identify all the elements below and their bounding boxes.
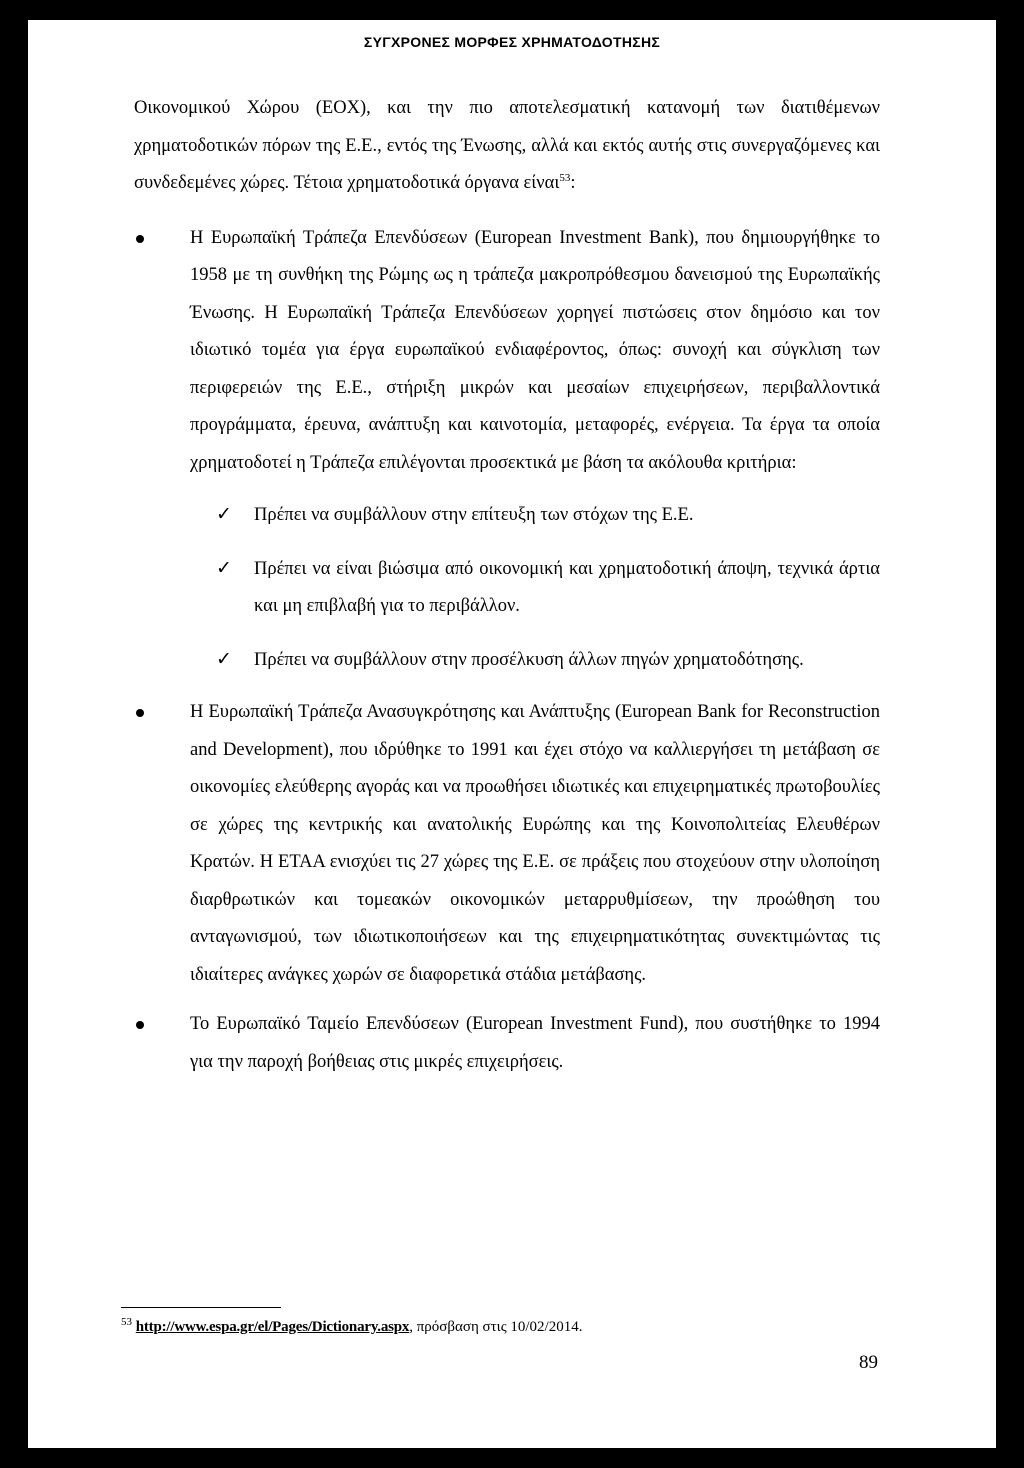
checkmark-icon: ✓ <box>216 647 232 670</box>
bullet-text: Η Ευρωπαϊκή Τράπεζα Ανασυγκρότησης και Ανάπτυξης (European Bank for Reconstruction and Development), που ιδρύθηκε το 1991 και έχει στόχο να καλλιεργήσει τη μετάβαση σε οικονομίες ελεύθερης αγοράς και να προωθήσει ιδιωτικές και επιχειρηματικές πρωτοβουλίες σε χώρες της κεντρικής και ανατολικής Ευρώπης και της Κοινοπολιτείας Ελευθέρων Κρατών. Η ΕΤΑΑ ενισχύει τις 27 χώρες της Ε.Ε. σε πράξεις που στοχεύουν στην υλοποίηση διαρθρωτικών και τομεακών οικονομικών μεταρρυθμίσεων, την προώθηση του ανταγωνισμού, των ιδιωτικοποιήσεων και της επιχειρηματικότητας συνεκτιμώντας τις ιδιαίτερες ανάγκες χωρών σε διαφορετικά στάδια μετάβασης. <box>190 702 880 985</box>
bullet-list <box>134 220 880 1082</box>
criteria-list <box>190 497 880 679</box>
bullet-text: Το Ευρωπαϊκό Ταμείο Επενδύσεων (European Investment Fund), που συστήθηκε το 1994 για την παροχή βοήθειας στις μικρές επιχειρήσεις. <box>190 1014 880 1072</box>
intro-tail: : <box>570 173 576 193</box>
footnote-link[interactable]: http://www.espa.gr/el/Pages/Dictionary.aspx <box>135 1319 410 1335</box>
criteria-item <box>216 642 880 680</box>
document-page <box>28 20 996 1448</box>
intro-text: Οικονομικού Χώρου (ΕΟΧ), και την πιο αποτελεσματική κατανομή των διατιθέμενων χρηματοδοτικών πόρων της Ε.Ε., εντός της Ένωσης, αλλά και εκτός αυτής στις συνεργαζόμενες και συνδεδεμένες χώρες. Τέτοια χρηματοδοτικά όργανα είναι <box>134 98 880 193</box>
list-item <box>134 220 880 680</box>
checkmark-icon: ✓ <box>216 556 232 579</box>
footnote-note: , πρόσβαση στις 10/02/2014. <box>409 1319 583 1335</box>
bullet-icon <box>136 1021 144 1029</box>
footnote <box>121 1315 582 1339</box>
footnote-divider <box>121 1307 281 1308</box>
running-header: ΣΥΓΧΡΟΝΕΣ ΜΟΡΦΕΣ ΧΡΗΜΑΤΟΔΟΤΗΣΗΣ <box>363 34 661 50</box>
footnote-number: 53 <box>121 1316 132 1328</box>
criteria-item <box>216 497 880 535</box>
bullet-icon <box>136 709 144 717</box>
criteria-text: Πρέπει να συμβάλλουν στην προσέλκυση άλλων πηγών χρηματοδότησης. <box>254 649 804 670</box>
list-item <box>134 1006 880 1081</box>
bullet-text: Η Ευρωπαϊκή Τράπεζα Επενδύσεων (European Investment Bank), που δημιουργήθηκε το 1958 με τη συνθήκη της Ρώμης ως η τράπεζα μακροπρόθεσμου δανεισμού της Ευρωπαϊκής Ένωσης. Η Ευρωπαϊκή Τράπεζα Επενδύσεων χορηγεί πιστώσεις στον δημόσιο και τον ιδιωτικό τομέα για έργα ευρωπαϊκού ενδιαφέροντος, όπως: συνοχή και σύγκλιση των περιφερειών της Ε.Ε., στήριξη μικρών και μεσαίων επιχειρήσεων, περιβαλλοντικά προγράμματα, έρευνα, ανάπτυξη και καινοτομία, μεταφορές, ενέργεια. Τα έργα τα οποία χρηματοδοτεί η Τράπεζα επιλέγονται προσεκτικά με βάση τα ακόλουθα κριτήρια: <box>190 227 880 473</box>
criteria-text: Πρέπει να συμβάλλουν στην επίτευξη των στόχων της Ε.Ε. <box>254 505 694 525</box>
criteria-text: Πρέπει να είναι βιώσιμα από οικονομική και χρηματοδοτική άποψη, τεχνικά άρτια και μη επιβλαβή για το περιβάλλον. <box>254 558 880 616</box>
checkmark-icon: ✓ <box>216 503 232 525</box>
intro-paragraph <box>134 90 880 203</box>
footnote-reference[interactable]: 53 <box>559 171 571 184</box>
page-number: 89 <box>859 1352 878 1373</box>
bullet-icon <box>136 235 144 243</box>
body-text <box>134 90 880 1081</box>
criteria-item <box>216 551 880 626</box>
list-item <box>134 694 880 994</box>
